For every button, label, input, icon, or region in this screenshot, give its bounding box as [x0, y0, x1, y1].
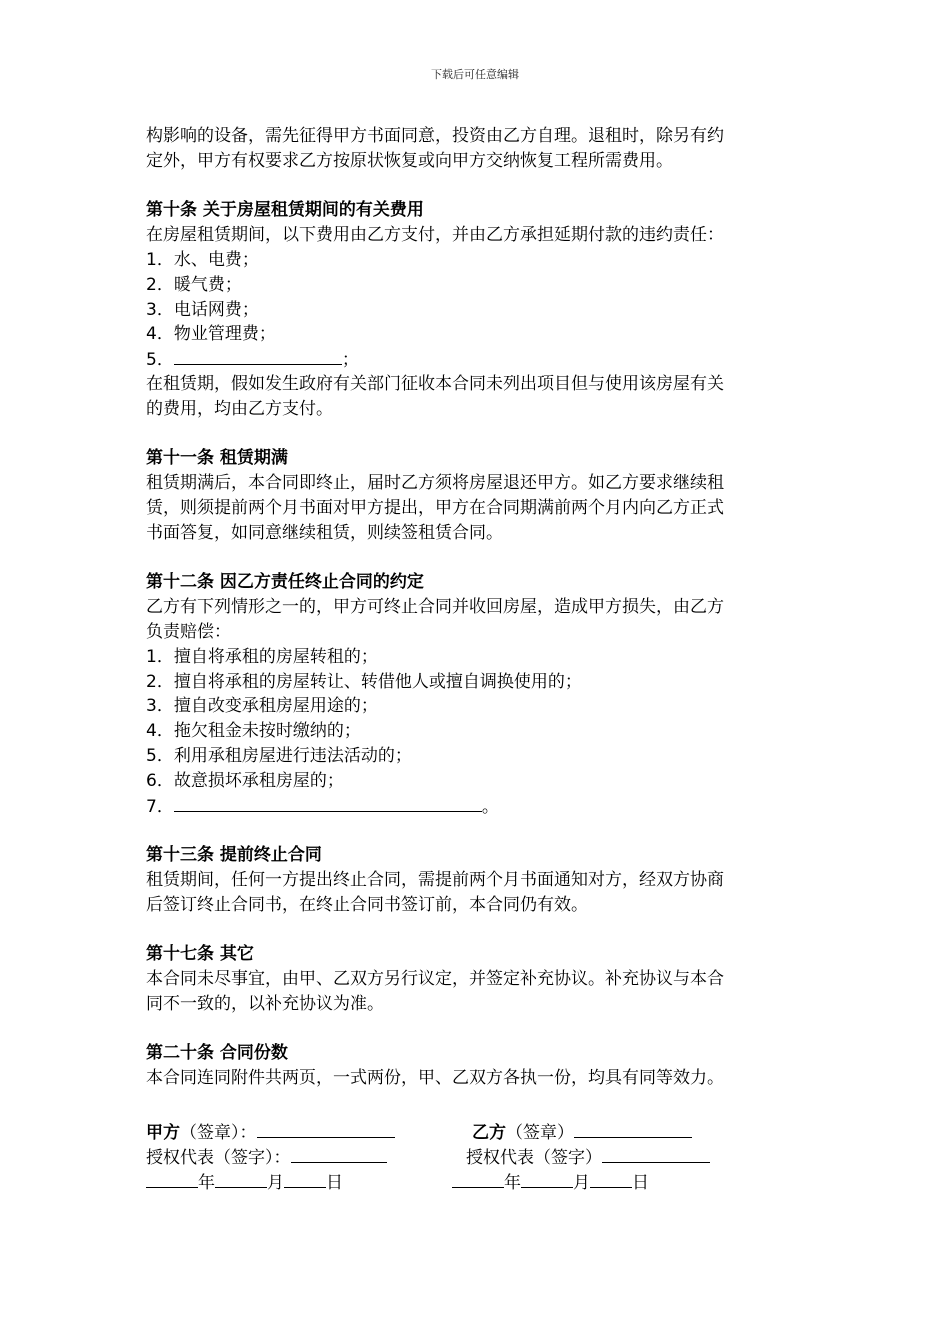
list-item: 3．擅自改变承租房屋用途的； — [146, 696, 378, 717]
article-10-tail: 在租赁期，假如发生政府有关部门征收本合同未列出项目但与使用该房屋有关 — [146, 373, 724, 394]
month-label: 月 — [573, 1172, 590, 1193]
article-10-title: 第十条 关于房屋租赁期间的有关费用 — [146, 200, 424, 221]
day-label: 日 — [326, 1172, 343, 1193]
party-b-rep — [466, 1145, 710, 1171]
article-12-intro: 乙方有下列情形之一的，甲方可终止合同并收回房屋，造成甲方损失，由乙方 — [146, 597, 724, 618]
party-a-signature — [146, 1120, 395, 1146]
party-b-rep-label: 授权代表（签字） — [466, 1147, 602, 1168]
signature-block — [146, 1120, 806, 1194]
year-blank[interactable] — [146, 1170, 198, 1188]
day-blank[interactable] — [284, 1170, 326, 1188]
day-label: 日 — [632, 1172, 649, 1193]
party-a-rep-blank[interactable] — [291, 1145, 387, 1163]
article-20-body: 本合同连同附件共两页，一式两份，甲、乙双方各执一份，均具有同等效力。 — [146, 1068, 724, 1089]
list-item: 5．利用承租房屋进行违法活动的； — [146, 745, 412, 766]
article-17-title: 第十七条 其它 — [146, 944, 254, 965]
party-a-seal-blank[interactable] — [257, 1120, 395, 1138]
party-a-date — [146, 1170, 343, 1196]
party-b-seal-label: （签章） — [506, 1123, 574, 1143]
blank-line[interactable] — [174, 794, 482, 812]
article-11-body: 书面答复，如同意继续租赁，则续签租赁合同。 — [146, 522, 503, 543]
party-b-label: 乙方 — [472, 1123, 506, 1143]
list-item: 1．擅自将承租的房屋转租的； — [146, 646, 378, 667]
article-11-title: 第十一条 租赁期满 — [146, 448, 288, 469]
signature-party-row — [146, 1120, 806, 1145]
list-item: 1．水、电费； — [146, 249, 259, 270]
intro-line: 定外，甲方有权要求乙方按原状恢复或向甲方交纳恢复工程所需费用。 — [146, 150, 673, 171]
month-blank[interactable] — [521, 1170, 573, 1188]
month-blank[interactable] — [215, 1170, 267, 1188]
item-end: 。 — [481, 796, 499, 817]
list-item: 4．拖欠租金未按时缴纳的； — [146, 721, 361, 742]
signature-rep-row — [146, 1145, 806, 1170]
signature-date-row — [146, 1170, 806, 1195]
party-b-date — [452, 1170, 649, 1196]
page-header: 下载后可任意编辑 — [431, 68, 519, 81]
article-13-body: 后签订终止合同书，在终止合同书签订前，本合同仍有效。 — [146, 894, 588, 915]
list-item-blank — [146, 794, 806, 819]
year-label: 年 — [504, 1172, 521, 1193]
list-item: 4．物业管理费； — [146, 324, 276, 345]
party-b-seal-blank[interactable] — [574, 1120, 692, 1138]
list-item: 2．擅自将承租的房屋转让、转借他人或擅自调换使用的； — [146, 671, 582, 692]
article-13-body: 租赁期间，任何一方提出终止合同，需提前两个月书面通知对方，经双方协商 — [146, 869, 724, 890]
party-b-rep-blank[interactable] — [602, 1145, 710, 1163]
party-a-rep-label: 授权代表（签字）： — [146, 1147, 291, 1168]
list-item-blank — [146, 347, 806, 372]
article-12-title: 第十二条 因乙方责任终止合同的约定 — [146, 572, 424, 593]
list-item: 3．电话网费； — [146, 299, 259, 320]
year-label: 年 — [198, 1172, 215, 1193]
list-item: 2．暖气费； — [146, 274, 242, 295]
article-11-body: 租赁期满后，本合同即终止，届时乙方须将房屋退还甲方。如乙方要求继续租 — [146, 473, 724, 494]
item-number: 5． — [146, 350, 174, 371]
document-body — [146, 124, 806, 1091]
article-17-body: 本合同未尽事宜，由甲、乙双方另行议定，并签定补充协议。补充协议与本合 — [146, 969, 724, 990]
article-13-title: 第十三条 提前终止合同 — [146, 845, 322, 866]
intro-line: 构影响的设备，需先征得甲方书面同意，投资由乙方自理。退租时，除另有约 — [146, 126, 724, 146]
party-a-label: 甲方 — [146, 1123, 180, 1143]
article-20-title: 第二十条 合同份数 — [146, 1043, 288, 1064]
article-11-body: 赁，则须提前两个月书面对甲方提出，甲方在合同期满前两个月内向乙方正式 — [146, 497, 724, 518]
item-number: 7． — [146, 796, 174, 817]
month-label: 月 — [267, 1172, 284, 1193]
party-b-signature — [472, 1120, 692, 1146]
party-a-seal-label: （签章）： — [180, 1123, 257, 1143]
article-10-intro: 在房屋租赁期间，以下费用由乙方支付，并由乙方承担延期付款的违约责任： — [146, 225, 724, 246]
blank-line[interactable] — [174, 347, 342, 365]
article-10-tail: 的费用，均由乙方支付。 — [146, 398, 333, 419]
article-17-body: 同不一致的，以补充协议为准。 — [146, 993, 384, 1014]
list-item: 6．故意损坏承租房屋的； — [146, 770, 344, 791]
year-blank[interactable] — [452, 1170, 504, 1188]
item-end: ； — [341, 350, 359, 371]
day-blank[interactable] — [590, 1170, 632, 1188]
article-12-intro: 负责赔偿： — [146, 621, 231, 642]
party-a-rep — [146, 1145, 387, 1171]
